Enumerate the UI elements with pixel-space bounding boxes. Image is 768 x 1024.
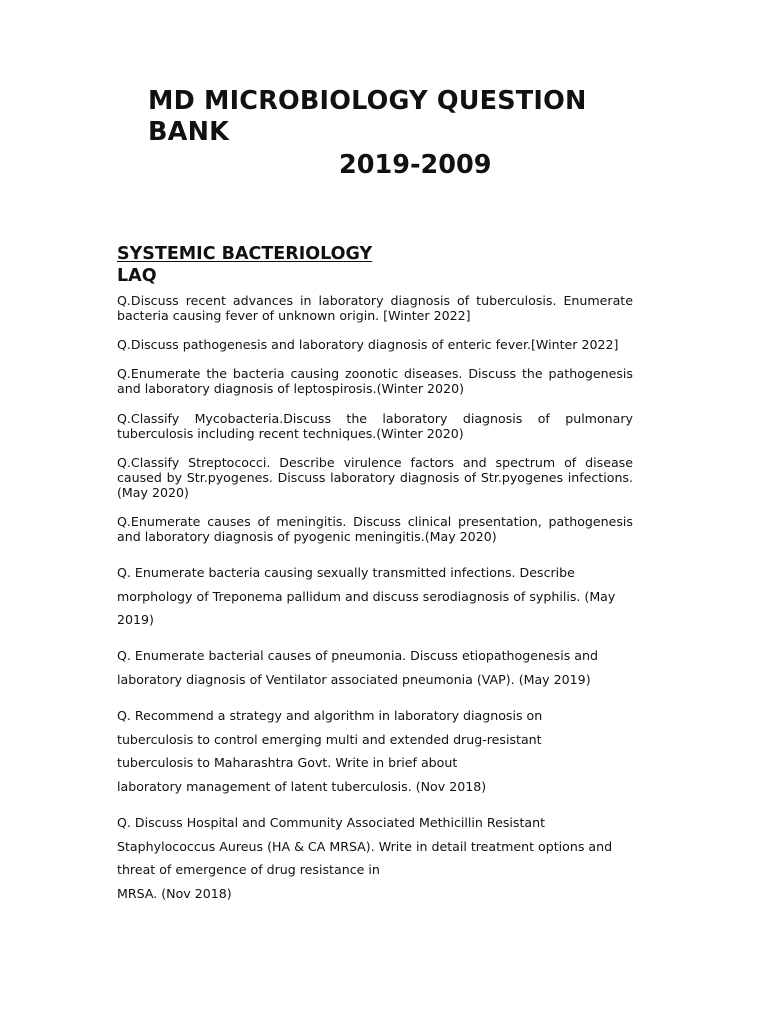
question-line: Q. Recommend a strategy and algorithm in laboratory diagnosis on: [117, 708, 543, 723]
question-item: [117, 644, 642, 691]
question-line: 2019): [117, 612, 154, 628]
question-item: [117, 704, 642, 798]
question-item: [117, 811, 642, 905]
question-item: Q.Classify Mycobacteria.Discuss the laboratory diagnosis of pulmonary tuberculosis including recent techniques.(Winter 2020): [117, 411, 633, 441]
question-item: Q.Enumerate the bacteria causing zoonotic diseases. Discuss the pathogenesis and laboratory diagnosis of leptospirosis.(Winter 2020): [117, 366, 633, 396]
question-line: MRSA. (Nov 2018): [117, 885, 232, 901]
question-line: laboratory management of latent tuberculosis. (Nov 2018): [117, 778, 487, 794]
question-item: Q.Enumerate causes of meningitis. Discuss clinical presentation, pathogenesis and laboratory diagnosis of pyogenic meningitis.(May 2020): [117, 514, 633, 544]
question-item: Q.Classify Streptococci. Describe virulence factors and spectrum of disease caused by Str.pyogenes. Discuss laboratory diagnosis of Str.pyogenes infections.(May 2020): [117, 455, 633, 500]
question-line: Q. Enumerate bacterial causes of pneumonia. Discuss etiopathogenesis and: [117, 648, 598, 663]
question-line: morphology of Treponema pallidum and discuss serodiagnosis of syphilis. (May: [117, 588, 616, 604]
document-title: MD MICROBIOLOGY QUESTION BANK: [148, 86, 587, 147]
document-years: 2019-2009: [339, 150, 492, 180]
question-item: [117, 561, 642, 632]
question-line: tuberculosis to control emerging multi and extended drug-resistant: [117, 731, 542, 747]
subsection-heading: LAQ: [117, 266, 157, 286]
question-line: laboratory diagnosis of Ventilator associated pneumonia (VAP). (May 2019): [117, 671, 591, 687]
question-line: Staphylococcus Aureus (HA & CA MRSA). Write in detail treatment options and: [117, 838, 613, 854]
question-line: Q. Discuss Hospital and Community Associated Methicillin Resistant: [117, 815, 546, 830]
question-line: threat of emergence of drug resistance in: [117, 862, 380, 878]
question-line: Q. Enumerate bacteria causing sexually transmitted infections. Describe: [117, 565, 575, 580]
question-line: tuberculosis to Maharashtra Govt. Write in brief about: [117, 755, 458, 771]
question-item: Q.Discuss recent advances in laboratory diagnosis of tuberculosis. Enumerate bacteria causing fever of unknown origin. [Winter 2022]: [117, 293, 633, 323]
question-item: Q.Discuss pathogenesis and laboratory diagnosis of enteric fever.[Winter 2022]: [117, 337, 619, 352]
section-heading: SYSTEMIC BACTERIOLOGY: [117, 244, 373, 264]
